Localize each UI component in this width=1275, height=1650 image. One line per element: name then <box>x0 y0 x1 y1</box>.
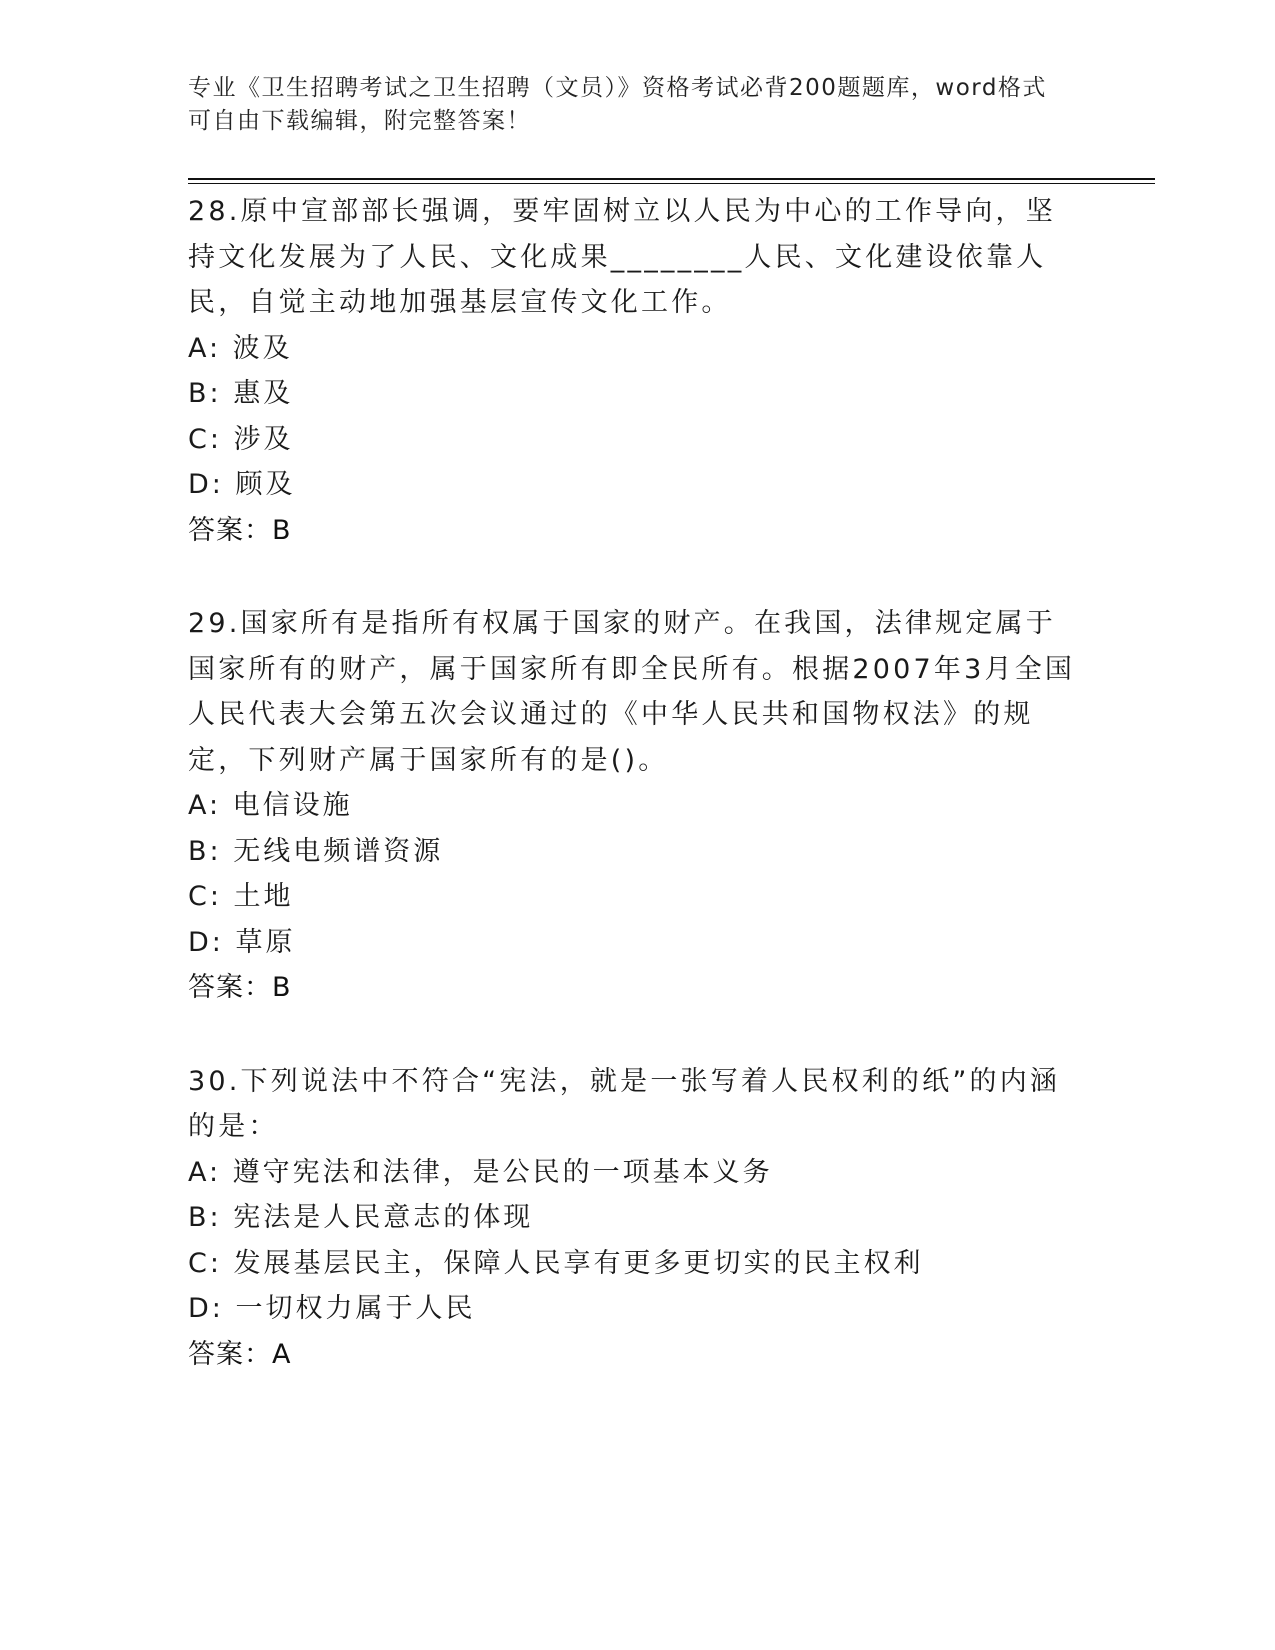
question-list <box>188 189 1078 1425</box>
answer-line: 答案：B <box>188 972 292 1003</box>
header-divider-thick <box>188 178 1155 180</box>
option-c: C: 涉及 <box>188 423 294 455</box>
option-a: A: 遵守宪法和法律，是公民的一项基本义务 <box>188 1156 773 1188</box>
option-d: D: 一切权力属于人民 <box>188 1293 476 1324</box>
option-a: A: 电信设施 <box>188 790 353 821</box>
question-stem: 30.下列说法中不符合“宪法，就是一张写着人民权利的纸”的内涵的是： <box>188 1065 1061 1142</box>
answer-line: 答案：A <box>188 1338 292 1370</box>
question-28 <box>188 189 1078 553</box>
header-line-1: 专业《卫生招聘考试之卫生招聘（文员）》资格考试必背200题题库，word格式 <box>188 75 1047 101</box>
header-divider-thin <box>188 183 1155 184</box>
document-header <box>188 72 1068 138</box>
question-29 <box>188 601 1078 1011</box>
option-b: B: 宪法是人民意志的体现 <box>188 1202 534 1233</box>
question-stem: 28.原中宣部部长强调，要牢固树立以人民为中心的工作导向，坚持文化发展为了人民、文化成果________人民、文化建设依靠人民，自觉主动地加强基层宣传文化工作。 <box>188 196 1056 318</box>
option-c: C: 发展基层民主，保障人民享有更多更切实的民主权利 <box>188 1247 924 1279</box>
answer-line: 答案：B <box>188 514 292 546</box>
option-b: B: 惠及 <box>188 378 294 409</box>
option-d: D: 草原 <box>188 926 296 958</box>
option-a: A: 波及 <box>188 332 293 364</box>
question-30 <box>188 1059 1078 1378</box>
header-line-2: 可自由下载编辑，附完整答案！ <box>188 108 531 134</box>
question-stem: 29.国家所有是指所有权属于国家的财产。在我国，法律规定属于国家所有的财产，属于国家所有即全民所有。根据2007年3月全国人民代表大会第五次会议通过的《中华人民共和国物权法》的规定，下列财产属于国家所有的是()。 <box>188 608 1076 776</box>
option-d: D: 顾及 <box>188 469 296 500</box>
option-b: B: 无线电频谱资源 <box>188 835 444 867</box>
option-c: C: 土地 <box>188 881 294 912</box>
